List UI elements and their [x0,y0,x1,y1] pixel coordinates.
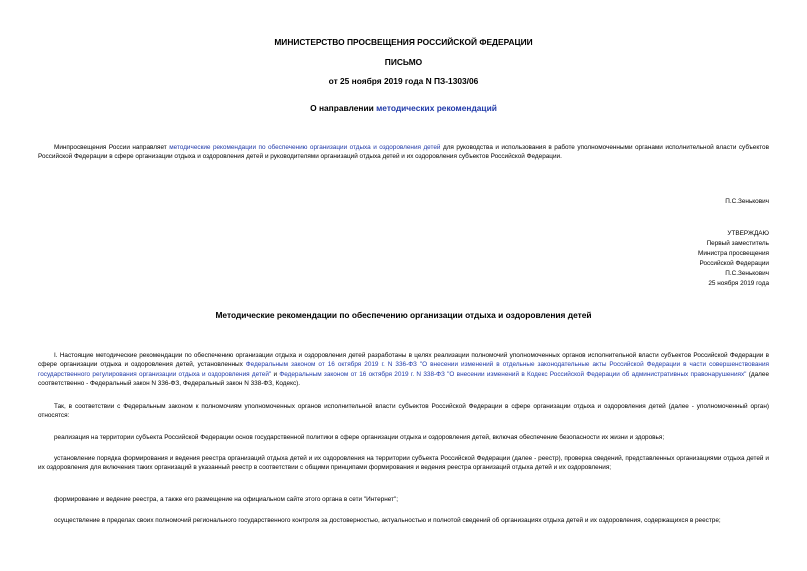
recommendations-link[interactable]: методические рекомендации по обеспечению организации отдыха и оздоровления детей [169,144,441,151]
law-336-link[interactable]: Федеральным законом от 16 октября 2019 г. N 336-ФЗ "О внесении изменений в отдельные законодательные акты Российской Федерации в части совершенствования государственного регулирования организации отдыха и оздоровления детей" [38,361,769,378]
approval-line: Российской Федерации [699,260,769,267]
recommendations-paragraph: реализация на территории субъекта Российской Федерации основ государственной политики в сфере организации отдыха и оздоровления детей, включая обеспечение безопасности их жизни и здоровья; [54,434,665,441]
approval-line: 25 ноября 2019 года [708,280,769,287]
approval-block [698,229,769,289]
rec-p1-end: (далее соответственно - Федеральный закон N 336-ФЗ, Федеральный закон N 338-ФЗ, Кодекс). [38,370,770,387]
recommendations-paragraph: формирование и ведение реестра, а также его размещение на официальном сайте этого органа в сети "Интернет"; [54,496,399,503]
rec-p1-mid: и [271,370,280,378]
law-338-link[interactable]: Федеральным законом от 16 октября 2019 г. N 338-ФЗ "О внесении изменений в Кодекс Российской Федерации об административных правонарушениях" [279,370,747,378]
approval-line: УТВЕРЖДАЮ [727,230,769,237]
letter-signature: П.С.Зенькович [725,198,769,205]
letter-text-end: для руководства и использования в работе уполномоченными органами исполнительной власти субъектов Российской Федерации в сфере организации отдыха и оздоровления детей и руководителями организаций отдыха детей и их оздоровления субъектов Российской Федерации. [38,144,769,161]
recommendations-paragraph: Так, в соответствии с Федеральным законом к полномочиям уполномоченных органов исполнительной власти субъектов Российской Федерации в сфере организации отдыха и оздоровления детей (далее - уполномоченный орган) относятся: [38,403,769,420]
approval-line: Министра просвещения [698,250,769,257]
ministry-heading: МИНИСТЕРСТВО ПРОСВЕЩЕНИЯ РОССИЙСКОЙ ФЕДЕРАЦИИ [274,37,533,47]
recommendations-title: Методические рекомендации по обеспечению организации отдыха и оздоровления детей [215,310,592,320]
document-date-number: от 25 ноября 2019 года N ПЗ-1303/06 [328,76,479,86]
rec-p1-start: I. Настоящие методические рекомендации по обеспечению организации отдыха и оздоровления детей разработаны в целях реализации полномочий уполномоченных органов исполнительной власти субъектов Российской Федерации в сфере организации отдыха и оздоровления детей, установленных [38,352,769,369]
letter-text-start: Минпросвещения России направляет [54,144,170,151]
recommendations-paragraph: осуществление в пределах своих полномочий регионального государственного контроля за достоверностью, актуальностью и полнотой сведений об организациях отдыха детей и их оздоровления, содержащихся в реестре; [54,517,721,524]
recommendations-paragraph [38,351,769,388]
letter-paragraph [38,143,769,162]
subject-prefix: О направлении [310,103,377,113]
approval-line: Первый заместитель [706,240,769,247]
document-subject [0,103,807,113]
approval-line: П.С.Зенькович [725,270,769,277]
recommendations-paragraph: установление порядка формирования и ведения реестра организаций отдыха детей и их оздоровления на территории субъекта Российской Федерации (далее - реестр), проверка сведений, представленных организациями отдыха детей и их оздоровления для включения таких организаций в указанный реестр в соответствии с общими принципами формирования и ведения реестра организаций отдыха детей и их оздоровления; [38,455,769,472]
subject-link[interactable]: методических рекомендаций [376,103,497,113]
document-type: ПИСЬМО [384,57,423,67]
